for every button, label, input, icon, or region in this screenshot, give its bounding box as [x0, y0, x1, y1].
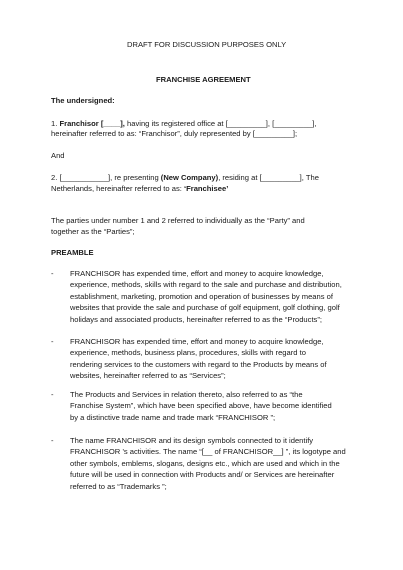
preamble-line: FRANCHISOR has expended time, effort and money to acquire knowledge,	[70, 337, 324, 346]
preamble-line: The name FRANCHISOR and its design symbols connected to it identify	[70, 436, 314, 445]
party1-office: having its registered office at [_________], [_________],	[127, 119, 317, 128]
preamble-bullet: -	[51, 436, 54, 445]
preamble-item-3	[70, 389, 370, 423]
party1-number: 1.	[51, 119, 58, 128]
party1-name: Franchisor [____],	[59, 119, 125, 128]
preamble-line: websites, hereinafter referred to as “Services”;	[70, 371, 226, 381]
preamble-line: holidays and associated products, hereinafter referred to as the “Products”;	[70, 314, 322, 324]
preamble-line: rendering services to the customers with regard to the Products by means of	[70, 359, 327, 369]
party2-line2	[51, 185, 228, 193]
preamble-heading: PREAMBLE	[51, 248, 94, 257]
preamble-item-1	[70, 268, 370, 325]
preamble-bullet: -	[51, 390, 54, 399]
preamble-line: websites that provide the sale and purchase of golf equipment, golf clothing, golf	[70, 303, 340, 313]
party2-franchisee: ‘Franchisee’	[183, 184, 229, 193]
party2-referred: Netherlands, hereinafter referred to as:	[51, 184, 182, 193]
parties-line1: The parties under number 1 and 2 referred to individually as the “Party” and	[51, 216, 305, 225]
preamble-line: referred to as “Trademarks ”;	[70, 481, 167, 491]
document-title: FRANCHISE AGREEMENT	[156, 75, 251, 84]
party1-line2: hereinafter referred to as: “Franchisor”, duly represented by [_________];	[51, 129, 298, 138]
preamble-item-4	[70, 435, 370, 492]
preamble-line: establishment, marketing, promotion and operation of businesses by means of	[70, 291, 333, 301]
party2-company: (New Company)	[160, 173, 219, 182]
preamble-bullet: -	[51, 269, 54, 278]
preamble-line: Franchise System”, which have been specified above, have become identified	[70, 401, 332, 411]
preamble-line: The Products and Services in relation thereto, also referred to as “the	[70, 390, 303, 399]
preamble-bullet: -	[51, 337, 54, 346]
preamble-line: future will be used in connection with Products and/ or Services are hereinafter	[70, 470, 335, 480]
party2-line1	[51, 174, 319, 182]
parties-line2: together as the “Parties”;	[51, 227, 135, 236]
preamble-item-2	[70, 336, 370, 382]
preamble-line: FRANCHISOR has expended time, effort and money to acquire knowledge,	[70, 269, 324, 278]
undersigned-heading: The undersigned:	[51, 96, 115, 105]
preamble-line: by a distinctive trade name and trade mark “FRANCHISOR ”;	[70, 412, 276, 422]
preamble-line: other symbols, emblems, slogans, designs etc., which are used and which in the	[70, 458, 340, 468]
party1-line1	[51, 120, 316, 128]
preamble-line: experience, methods, business plans, procedures, skills with regard to	[70, 348, 306, 358]
party2-lead: 2. [___________], re presenting	[51, 173, 159, 182]
preamble-line: FRANCHISOR ’s activities. The name “[__ of FRANCHISOR__] ”, its logotype and	[70, 447, 346, 457]
party2-residence: , residing at [_________], The	[218, 173, 319, 182]
preamble-line: experience, methods, skills with regard to the sale and purchase and distribution,	[70, 280, 342, 290]
draft-header: DRAFT FOR DISCUSSION PURPOSES ONLY	[127, 40, 287, 49]
and-text: And	[51, 151, 65, 160]
